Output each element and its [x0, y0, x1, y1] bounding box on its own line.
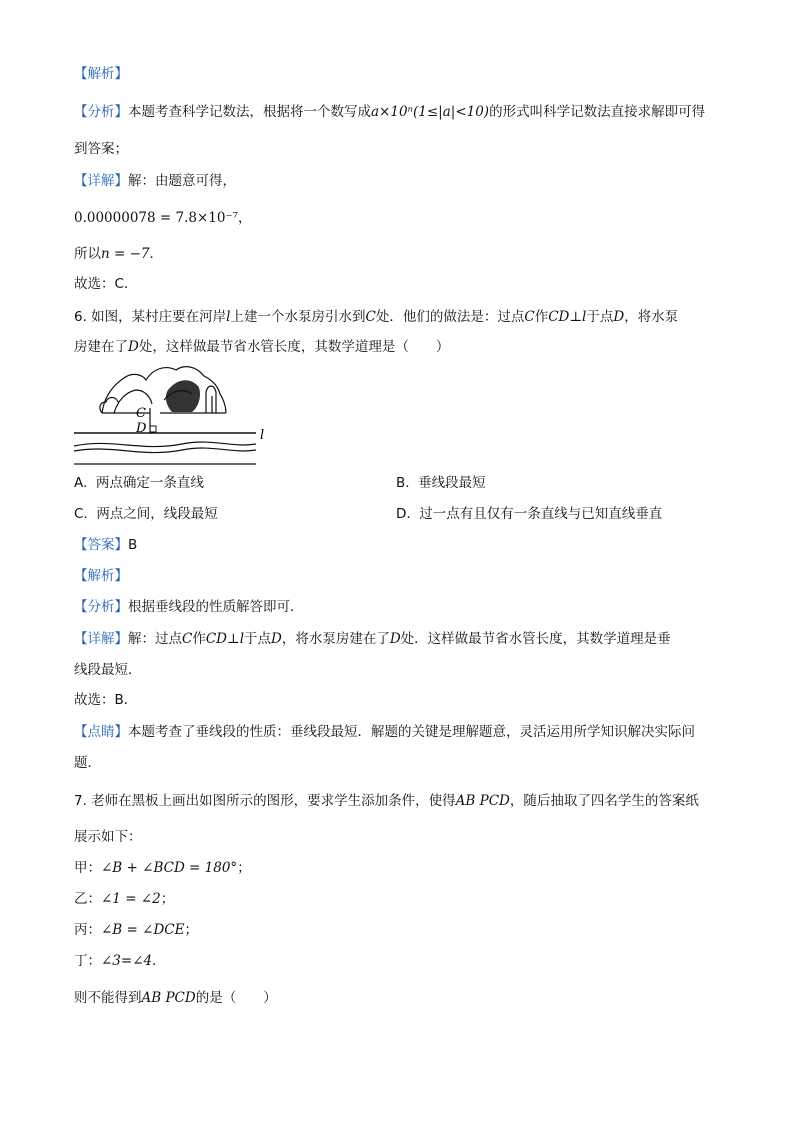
- q6-fenxi-text: 根据垂线段的性质解答即可．: [128, 599, 304, 615]
- q6-xj-d2: D: [389, 631, 401, 647]
- mountain-shade: [166, 380, 200, 412]
- q6-dianjing: [74, 722, 695, 742]
- q6-stem2-a: 房建在了: [74, 339, 128, 355]
- q6-xj-d: D: [271, 631, 282, 647]
- q6-fenxi: [74, 597, 304, 617]
- so-text: 所以: [74, 246, 101, 262]
- q7-item-end: ；: [237, 860, 251, 876]
- option-d[interactable]: [396, 504, 662, 524]
- xiangjie-line: [74, 171, 236, 191]
- q6-stem-b: 上建一个水泵房引水到: [230, 309, 366, 325]
- q7-stem-a: 7. 老师在黑板上画出如图所示的图形，要求学生添加条件，使得: [74, 793, 456, 809]
- q6-jiexi: [74, 566, 128, 586]
- q6-xj-e: 处．这样做最节省水管长度，其数学道理是垂: [400, 631, 671, 647]
- label-d: D: [136, 421, 147, 436]
- xiangjie-text: 解：由题意可得，: [128, 173, 236, 189]
- q6-xiangjie-cont: 线段最短．: [74, 662, 142, 678]
- q7-item-end: ；: [184, 922, 198, 938]
- wave-1: [74, 442, 256, 447]
- xiangjie-tag: 【详解】: [74, 173, 128, 189]
- q7-item-name: 甲：: [74, 860, 101, 876]
- option-d-text: 过一点有且仅有一条直线与已知直线垂直: [419, 506, 663, 522]
- q6-dianjing-cont: 题．: [74, 755, 101, 771]
- fenxi-tag: 【分析】: [74, 104, 128, 120]
- answer-tag: 【答案】: [74, 537, 128, 553]
- q7-question-a: 则不能得到: [74, 990, 142, 1006]
- q6-stem-e: 于点: [586, 309, 614, 325]
- q7-question: [74, 988, 277, 1008]
- q6-xj-a: 解：过点: [128, 631, 182, 647]
- q7-question-formula: AB PCD: [141, 990, 196, 1006]
- hill-inner-1: [114, 390, 152, 413]
- q6-stem-d: 作: [534, 309, 549, 325]
- q6-choice: 故选：B．: [74, 692, 138, 708]
- q7-item-formula: ∠B = ∠DCE: [101, 922, 185, 938]
- q6-var-d: D: [613, 309, 625, 325]
- q6-answer: B: [128, 537, 138, 553]
- q6-var-c: C: [365, 309, 376, 325]
- q6-var-l: l: [226, 309, 231, 325]
- q7-item-name: 丁：: [74, 953, 101, 969]
- label-l: l: [260, 428, 265, 443]
- option-a-label: A.: [74, 475, 88, 491]
- q6-jiexi-tag: 【解析】: [74, 568, 128, 584]
- option-c-text: 两点之间，线段最短: [96, 506, 218, 522]
- label-c: C: [136, 406, 146, 421]
- q7-item-jia: [74, 858, 251, 878]
- q6-xiangjie-tag: 【详解】: [74, 631, 128, 647]
- option-c[interactable]: [74, 504, 218, 524]
- option-b-label: B.: [396, 475, 410, 491]
- q7-item-ding: [74, 951, 166, 971]
- option-a-text: 两点确定一条直线: [95, 475, 204, 491]
- jiexi-tag: 【解析】: [74, 66, 128, 82]
- q7-item-end: ．: [152, 953, 166, 969]
- q7-stem: [74, 791, 699, 811]
- q7-item-formula: ∠1 = ∠2: [101, 891, 161, 907]
- fenxi-text-end: 的形式叫科学记数法直接求解即可得: [489, 104, 706, 120]
- fenxi-formula: a×10ⁿ(1≤|a|<10): [371, 104, 490, 120]
- q6-stem-line2: [74, 337, 449, 357]
- fenxi-text: 本题考查科学记数法，根据将一个数写成: [128, 104, 371, 120]
- q6-stem-line1: [74, 307, 678, 327]
- q7-question-b: 的是（ ）: [195, 990, 277, 1006]
- river-pump-figure: [72, 356, 282, 468]
- q6-stem-f: ，将水泵: [624, 309, 679, 325]
- q6-var-d2: D: [128, 339, 139, 355]
- q6-stem-c: 处．他们的做法是：过点: [375, 309, 525, 325]
- q7-item-name: 乙：: [74, 891, 101, 907]
- q6-xj-formula: CD⊥l: [205, 631, 245, 647]
- q6-xj-c: C: [182, 631, 193, 647]
- fenxi-line: [74, 102, 705, 122]
- option-b[interactable]: [396, 473, 486, 493]
- dianjing-tag: 【点睛】: [74, 724, 128, 740]
- option-d-label: D.: [396, 506, 411, 522]
- equation: 0.00000078 = 7.8×10⁻⁷，: [74, 210, 252, 226]
- q6-var-c2: C: [524, 309, 535, 325]
- q6-xj-d-text: ，将水泵房建在了: [281, 631, 390, 647]
- so-end: ．: [149, 246, 163, 262]
- q7-item-formula: ∠B + ∠BCD = 180°: [101, 860, 238, 876]
- q6-xj-c2: 于点: [244, 631, 272, 647]
- q7-stem-b: ，随后抽取了四名学生的答案纸: [509, 793, 699, 809]
- mountain-outline: [102, 367, 226, 413]
- q6-answer-line: [74, 535, 137, 555]
- option-c-label: C.: [74, 506, 88, 522]
- q6-formula-cd: CD⊥l: [548, 309, 587, 325]
- prev-answer: 故选：C．: [74, 276, 138, 292]
- q6-xiangjie: [74, 629, 671, 649]
- q7-stem-cont: 展示如下：: [74, 829, 142, 845]
- q7-item-end: ；: [160, 891, 175, 907]
- q7-item-name: 丙：: [74, 922, 101, 938]
- so-line: [74, 244, 163, 264]
- fenxi-cont: 到答案；: [74, 141, 128, 157]
- right-angle-mark: [150, 426, 156, 432]
- tree-1: [206, 386, 216, 413]
- dianjing-text: 本题考查了垂线段的性质：垂线段最短．解题的关键是理解题意，灵活运用所学知识解决实际问: [128, 724, 695, 740]
- q7-item-formula: ∠3=∠4: [101, 953, 153, 969]
- q7-item-bing: [74, 920, 198, 940]
- q6-xj-b: 作: [192, 631, 206, 647]
- option-a[interactable]: [74, 473, 204, 493]
- so-formula: n = −7: [101, 246, 150, 262]
- q6-stem2-b: 处，这样做最节省水管长度，其数学道理是（ ）: [138, 339, 450, 355]
- q7-stem-formula: AB PCD: [455, 793, 510, 809]
- jiexi-heading: [74, 64, 128, 84]
- q7-item-yi: [74, 889, 174, 909]
- option-b-text: 垂线段最短: [418, 475, 486, 491]
- q6-fenxi-tag: 【分析】: [74, 599, 128, 615]
- q6-stem-a: 6. 如图，某村庄要在河岸: [74, 309, 227, 325]
- wave-2: [74, 448, 256, 453]
